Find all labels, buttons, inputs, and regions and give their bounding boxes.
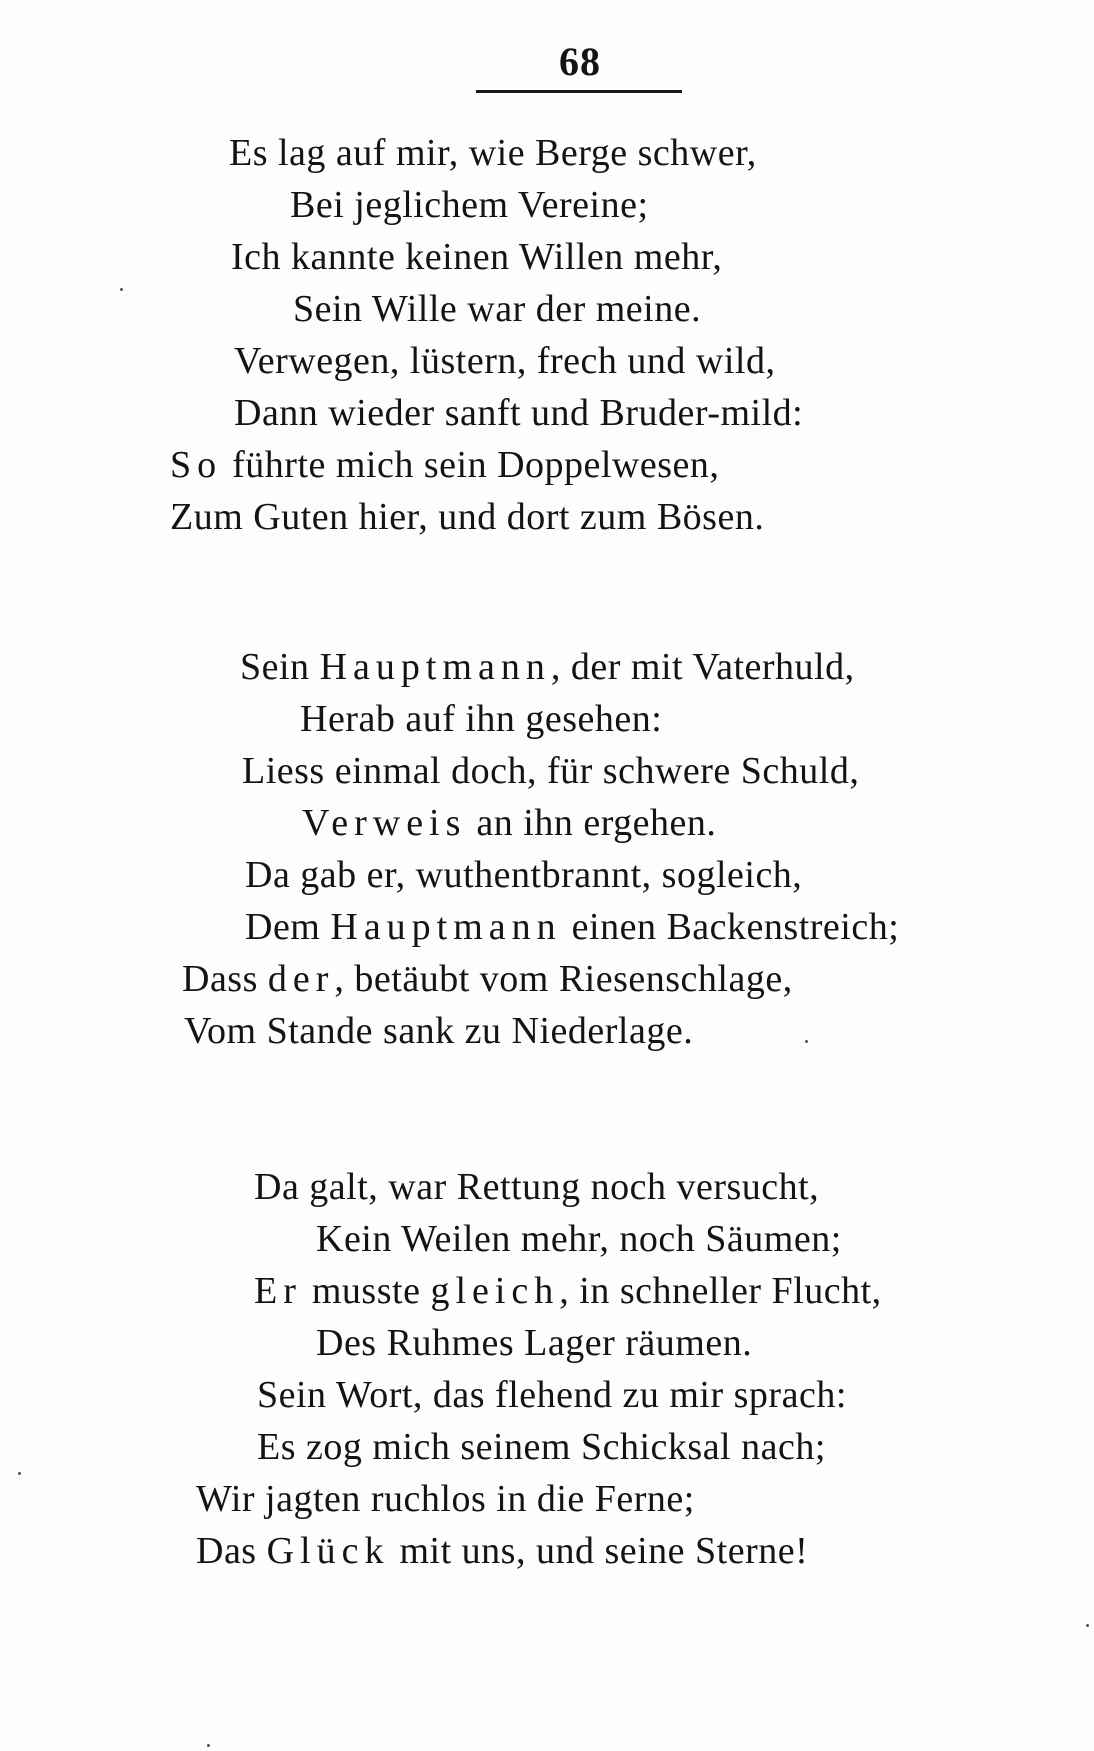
spaced-emphasis: Er	[254, 1270, 302, 1312]
verse-line: Sein Wort, das flehend zu mir sprach:	[257, 1374, 847, 1416]
scan-speck	[18, 1472, 21, 1475]
verse-line-pre: Dass	[182, 958, 268, 1000]
verse-line: Wir jagten ruchlos in die Ferne;	[196, 1478, 695, 1520]
verse-line-post: einen Backenstreich;	[561, 906, 900, 948]
verse-line	[240, 644, 855, 690]
verse-line	[196, 1528, 808, 1574]
page-number: 68	[559, 39, 601, 84]
verse-line: Liess einmal doch, für schwere Schuld,	[242, 750, 860, 792]
scan-speck	[120, 288, 123, 291]
verse-line	[170, 442, 719, 488]
scan-speck	[805, 1040, 808, 1043]
verse-line: Ich kannte keinen Willen mehr,	[231, 236, 723, 278]
verse-line	[182, 956, 793, 1002]
spaced-emphasis: Verweis	[302, 802, 467, 844]
verse-line-post: musste	[301, 1270, 431, 1312]
verse-line: Da gab er, wuthentbrannt, sogleich,	[245, 854, 803, 896]
verse-line-post: , in schneller Flucht,	[559, 1270, 882, 1312]
verse-line	[245, 904, 899, 950]
verse-line: Kein Weilen mehr, noch Säumen;	[316, 1218, 842, 1260]
verse-line-post: mit uns, und seine Sterne!	[389, 1530, 809, 1572]
verse-line: Vom Stande sank zu Niederlage.	[184, 1010, 694, 1052]
spaced-emphasis: Hauptmann	[319, 646, 551, 688]
verse-line: Des Ruhmes Lager räumen.	[316, 1322, 753, 1364]
verse-line-post: führte mich sein Doppelwesen,	[222, 444, 720, 486]
verse-line-pre: Dem	[245, 906, 331, 948]
verse-line: Bei jeglichem Vereine;	[290, 184, 649, 226]
verse-line: Sein Wille war der meine.	[293, 288, 702, 330]
verse-line: Es lag auf mir, wie Berge schwer,	[229, 132, 757, 174]
spaced-emphasis: der	[267, 958, 335, 1000]
scan-speck	[1086, 1624, 1089, 1627]
verse-line-pre: Das	[196, 1530, 267, 1572]
spaced-emphasis: Glück	[266, 1530, 390, 1572]
spaced-emphasis: Hauptmann	[330, 906, 562, 948]
verse-line-post: , betäubt vom Riesenschlage,	[334, 958, 793, 1000]
verse-line: Dann wieder sanft und Bruder-mild:	[234, 392, 804, 434]
spaced-emphasis: gleich	[430, 1270, 560, 1312]
spaced-emphasis: So	[170, 444, 223, 486]
verse-line: Es zog mich seinem Schicksal nach;	[257, 1426, 826, 1468]
verse-line-post: , der mit Vaterhuld,	[550, 646, 855, 688]
verse-line-post: an ihn ergehen.	[466, 802, 717, 844]
verse-line	[302, 800, 716, 846]
verse-line-pre: Sein	[240, 646, 320, 688]
verse-line	[254, 1268, 882, 1314]
verse-line: Zum Guten hier, und dort zum Bösen.	[170, 496, 765, 538]
verse-line: Da galt, war Rettung noch versucht,	[254, 1166, 820, 1208]
scan-speck	[207, 1744, 210, 1747]
verse-line: Herab auf ihn gesehen:	[300, 698, 663, 740]
verse-line: Verwegen, lüstern, frech und wild,	[234, 340, 776, 382]
page-number-rule	[476, 90, 682, 93]
